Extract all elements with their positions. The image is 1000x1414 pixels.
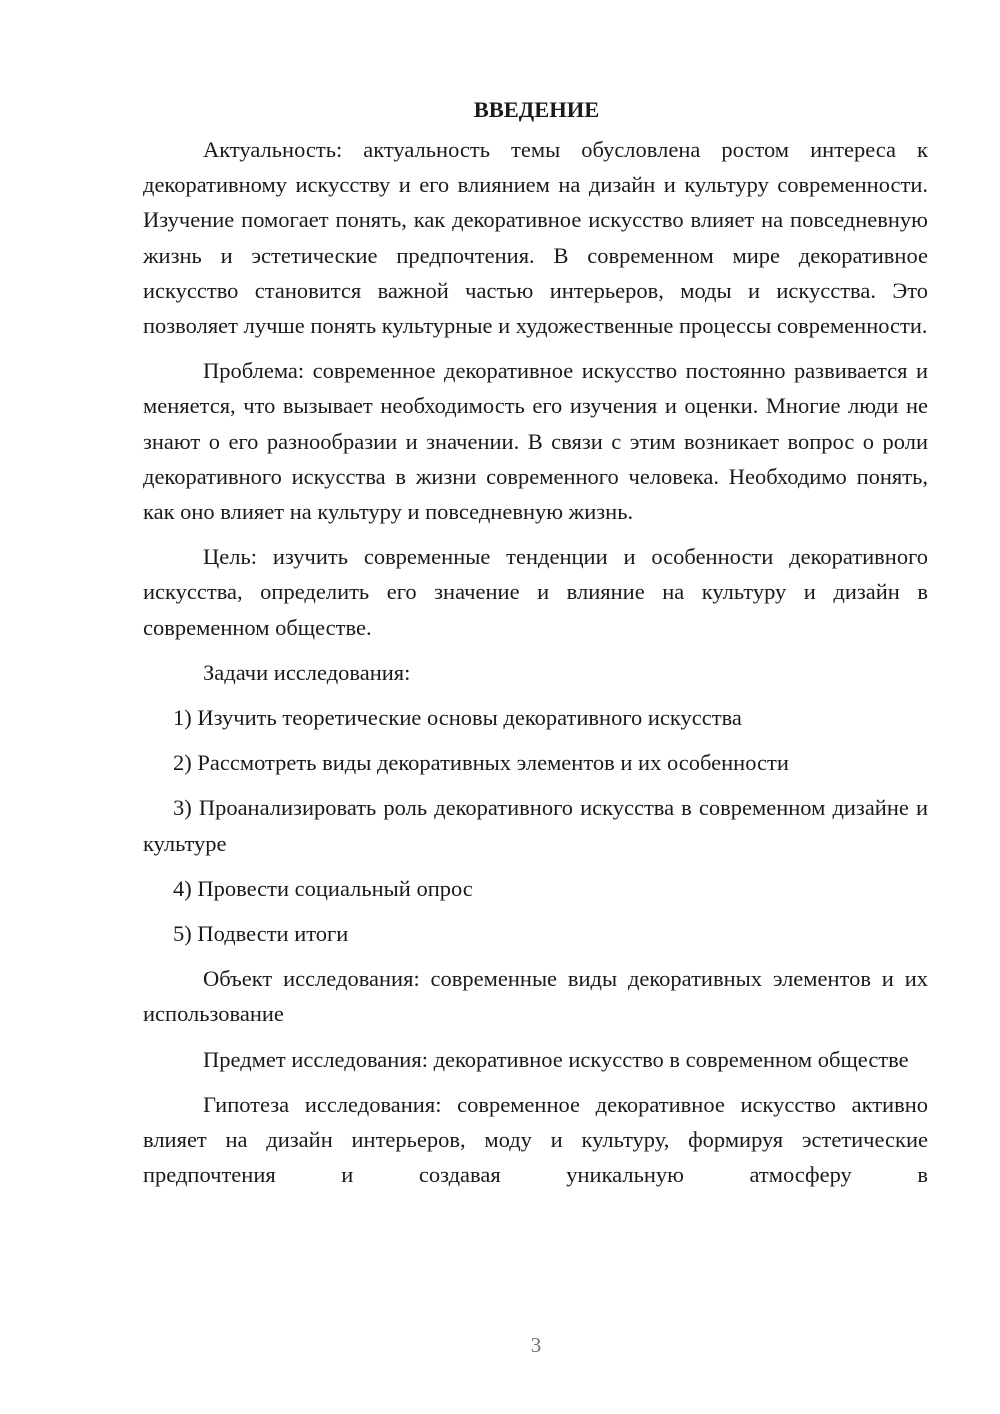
task-item: 3) Проанализировать роль декоративного искусства в современном дизайне и культуре [143, 795, 928, 856]
relevance-paragraph: Актуальность: актуальность темы обусловлена ростом интереса к декоративному искусству и его влиянием на дизайн и культуру современности. Изучение помогает понять, как декоративное искусство влияет на повседневную жизнь и эстетические предпочтения. В современном мире декоративное искусство становится важной частью интерьеров, моды и искусства. Это позволяет лучше понять культурные и художественные процессы современности. [143, 137, 928, 339]
hypothesis-paragraph: Гипотеза исследования: современное декоративное искусство активно влияет на дизайн интерьеров, моду и культуру, формируя эстетические предпочтения и создавая уникальную атмосферу в [143, 1091, 928, 1188]
task-item: 2) Рассмотреть виды декоративных элементов и их особенности [173, 750, 789, 776]
object-paragraph: Объект исследования: современные виды декоративных элементов и их использование [143, 966, 928, 1027]
goal-paragraph: Цель: изучить современные тенденции и особенности декоративного искусства, определить его значение и влияние на культуру и дизайн в современном обществе. [143, 544, 928, 640]
subject-paragraph: Предмет исследования: декоративное искусство в современном обществе [203, 1046, 909, 1072]
task-item: 5) Подвести итоги [173, 921, 349, 947]
section-title: ВВЕДЕНИЕ [473, 97, 600, 122]
document-body [143, 92, 928, 1202]
task-item: 4) Провести социальный опрос [173, 875, 473, 901]
page-number: 3 [530, 1333, 542, 1357]
tasks-heading: Задачи исследования: [203, 659, 411, 685]
problem-paragraph: Проблема: современное декоративное искусство постоянно развивается и меняется, что вызывает необходимость его изучения и оценки. Многие люди не знают о его разнообразии и значении. В связи с этим возникает вопрос о роли декоративного искусства в жизни современного человека. Необходимо понять, как оно влияет на культуру и повседневную жизнь. [143, 358, 928, 525]
task-item: 1) Изучить теоретические основы декоративного искусства [173, 705, 742, 731]
